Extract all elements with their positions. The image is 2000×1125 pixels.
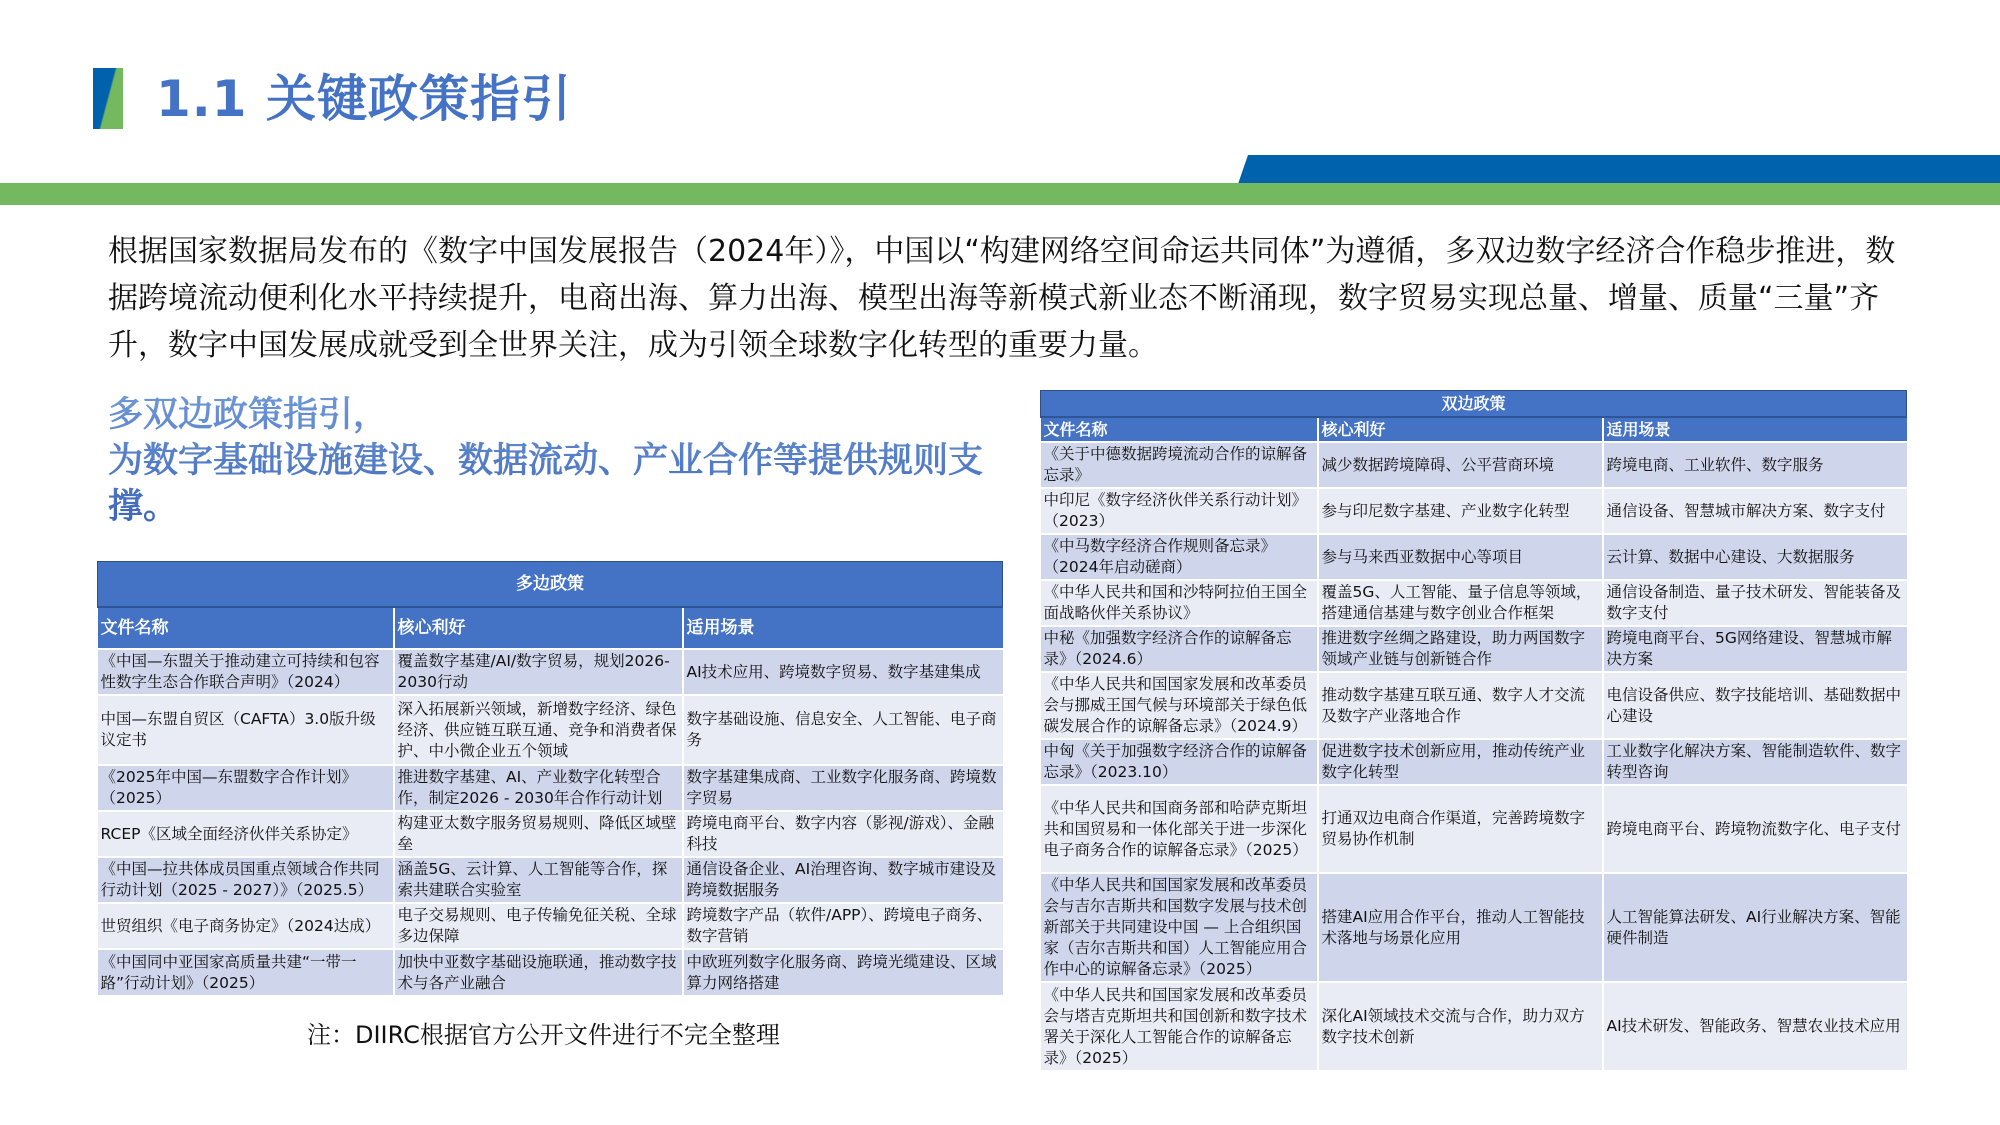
cell-benefit: 打通双边电商合作渠道，完善跨境数字贸易协作机制 (1318, 785, 1603, 873)
source-note: 注：DIIRC根据官方公开文件进行不完全整理 (307, 1021, 780, 1049)
cell-scenario: 电信设备供应、数字技能培训、基础数据中心建设 (1603, 672, 1907, 739)
cell-document: 《中华人民共和国国家发展和改革委员会与塔吉克斯坦共和国创新和数字技术署关于深化人工智能合作的谅解备忘录》（2025） (1041, 982, 1318, 1070)
bilateral-policy-table (1040, 390, 1907, 1070)
cell-benefit: 深入拓展新兴领域，新增数字经济、绿色经济、供应链互联互通、竞争和消费者保护、中小微企业五个领域 (394, 695, 683, 765)
cell-scenario: 云计算、数据中心建设、大数据服务 (1603, 534, 1907, 580)
table-row (1041, 534, 1907, 580)
cell-document: 《中华人民共和国国家发展和改革委员会与吉尔吉斯共和国数字发展与技术创新部关于共同建设中国 — 上合组织国家（吉尔吉斯共和国）人工智能应用合作中心的谅解备忘录》（2025） (1041, 873, 1318, 982)
table-row (98, 857, 1003, 903)
cell-scenario: 跨境数字产品（软件/APP）、跨境电子商务、数字营销 (683, 903, 1003, 949)
cell-benefit: 加快中亚数字基础设施联通，推动数字技术与各产业融合 (394, 949, 683, 995)
table-row (98, 695, 1003, 765)
column-header-document: 文件名称 (98, 607, 394, 649)
table-row (1041, 626, 1907, 672)
cell-document: 中秘《加强数字经济合作的谅解备忘录》（2024.6） (1041, 626, 1318, 672)
table-row (98, 903, 1003, 949)
cell-scenario: AI技术研发、智能政务、智慧农业技术应用 (1603, 982, 1907, 1070)
table-row (1041, 739, 1907, 785)
column-header-scenario: 适用场景 (683, 607, 1003, 649)
subheading-line-2: 为数字基础设施建设、数据流动、产业合作等提供规则支撑。 (108, 441, 984, 527)
cell-scenario: 跨境电商、工业软件、数字服务 (1603, 442, 1907, 488)
table-row (1041, 488, 1907, 534)
cell-scenario: 数字基建集成商、工业数字化服务商、跨境数字贸易 (683, 765, 1003, 811)
cell-document: 《中华人民共和国商务部和哈萨克斯坦共和国贸易和一体化部关于进一步深化电子商务合作的谅解备忘录》（2025） (1041, 785, 1318, 873)
cell-document: 《2025年中国—东盟数字合作计划》（2025） (98, 765, 394, 811)
cell-benefit: 促进数字技术创新应用，推动传统产业数字化转型 (1318, 739, 1603, 785)
cell-document: 《中华人民共和国国家发展和改革委员会与挪威王国气候与环境部关于绿色低碳发展合作的谅解备忘录》（2024.9） (1041, 672, 1318, 739)
cell-scenario: 跨境电商平台、数字内容（影视/游戏）、金融科技 (683, 811, 1003, 857)
cell-benefit: 推进数字基建、AI、产业数字化转型合作，制定2026 - 2030年合作行动计划 (394, 765, 683, 811)
cell-document: 中国—东盟自贸区（CAFTA）3.0版升级议定书 (98, 695, 394, 765)
cell-benefit: 搭建AI应用合作平台，推动人工智能技术落地与场景化应用 (1318, 873, 1603, 982)
cell-scenario: 通信设备制造、量子技术研发、智能装备及数字支付 (1603, 580, 1907, 626)
table-row (98, 649, 1003, 695)
header-blue-band (1238, 155, 2000, 184)
table-row (1041, 442, 1907, 488)
cell-benefit: 电子交易规则、电子传输免征关税、全球多边保障 (394, 903, 683, 949)
page-title: 1.1 关键政策指引 (156, 70, 572, 128)
table-row (1041, 982, 1907, 1070)
intro-paragraph: 根据国家数据局发布的《数字中国发展报告（2024年）》，中国以“构建网络空间命运共同体”为遵循，多双边数字经济合作稳步推进，数据跨境流动便利化水平持续提升，电商出海、算力出海、模型出海等新模式新业态不断涌现，数字贸易实现总量、增量、质量“三量”齐升，数字中国发展成就受到全世界关注，成为引领全球数字化转型的重要力量。 (108, 234, 1896, 363)
cell-benefit: 涵盖5G、云计算、人工智能等合作，探索共建联合实验室 (394, 857, 683, 903)
column-header-benefit: 核心利好 (394, 607, 683, 649)
cell-scenario: 跨境电商平台、跨境物流数字化、电子支付 (1603, 785, 1907, 873)
cell-document: 《中国—拉共体成员国重点领域合作共同行动计划（2025 - 2027）》（2025.5） (98, 857, 394, 903)
cell-scenario: 通信设备、智慧城市解决方案、数字支付 (1603, 488, 1907, 534)
section-subheading (108, 392, 988, 530)
cell-document: 中印尼《数字经济伙伴关系行动计划》（2023） (1041, 488, 1318, 534)
table-row (1041, 672, 1907, 739)
cell-benefit: 深化AI领域技术交流与合作，助力双方数字技术创新 (1318, 982, 1603, 1070)
table-title: 双边政策 (1041, 391, 1907, 418)
column-header-document: 文件名称 (1041, 417, 1318, 442)
cell-benefit: 参与印尼数字基建、产业数字化转型 (1318, 488, 1603, 534)
table-row (1041, 785, 1907, 873)
cell-document: 《中马数字经济合作规则备忘录》（2024年启动磋商） (1041, 534, 1318, 580)
cell-document: RCEP《区域全面经济伙伴关系协定》 (98, 811, 394, 857)
cell-benefit: 减少数据跨境障碍、公平营商环境 (1318, 442, 1603, 488)
cell-scenario: 跨境电商平台、5G网络建设、智慧城市解决方案 (1603, 626, 1907, 672)
table-row (98, 765, 1003, 811)
column-header-scenario: 适用场景 (1603, 417, 1907, 442)
cell-document: 《中华人民共和国和沙特阿拉伯王国全面战略伙伴关系协议》 (1041, 580, 1318, 626)
cell-document: 中匈《关于加强数字经济合作的谅解备忘录》（2023.10） (1041, 739, 1318, 785)
cell-scenario: 工业数字化解决方案、智能制造软件、数字转型咨询 (1603, 739, 1907, 785)
cell-benefit: 构建亚太数字服务贸易规则、降低区域壁垒 (394, 811, 683, 857)
cell-scenario: 中欧班列数字化服务商、跨境光缆建设、区域算力网络搭建 (683, 949, 1003, 995)
cell-scenario: 数字基础设施、信息安全、人工智能、电子商务 (683, 695, 1003, 765)
cell-document: 《中国—东盟关于推动建立可持续和包容性数字生态合作联合声明》（2024） (98, 649, 394, 695)
header-green-band (0, 183, 2000, 205)
column-header-benefit: 核心利好 (1318, 417, 1603, 442)
table-title: 多边政策 (98, 562, 1003, 608)
table-row (1041, 580, 1907, 626)
cell-document: 世贸组织《电子商务协定》（2024达成） (98, 903, 394, 949)
table-row (1041, 873, 1907, 982)
table-row (98, 949, 1003, 995)
multilateral-policy-table (97, 561, 1003, 995)
cell-scenario: 通信设备企业、AI治理咨询、数字城市建设及跨境数据服务 (683, 857, 1003, 903)
cell-benefit: 覆盖5G、人工智能、量子信息等领域，搭建通信基建与数字创业合作框架 (1318, 580, 1603, 626)
cell-benefit: 参与马来西亚数据中心等项目 (1318, 534, 1603, 580)
cell-document: 《关于中德数据跨境流动合作的谅解备忘录》 (1041, 442, 1318, 488)
title-accent-icon (93, 68, 123, 129)
subheading-line-1: 多双边政策指引， (108, 395, 389, 435)
cell-document: 《中国同中亚国家高质量共建“一带一路”行动计划》（2025） (98, 949, 394, 995)
cell-benefit: 覆盖数字基建/AI/数字贸易，规划2026-2030行动 (394, 649, 683, 695)
cell-benefit: 推动数字基建互联互通、数字人才交流及数字产业落地合作 (1318, 672, 1603, 739)
table-row (98, 811, 1003, 857)
cell-scenario: AI技术应用、跨境数字贸易、数字基建集成 (683, 649, 1003, 695)
cell-benefit: 推进数字丝绸之路建设，助力两国数字领域产业链与创新链合作 (1318, 626, 1603, 672)
cell-scenario: 人工智能算法研发、AI行业解决方案、智能硬件制造 (1603, 873, 1907, 982)
